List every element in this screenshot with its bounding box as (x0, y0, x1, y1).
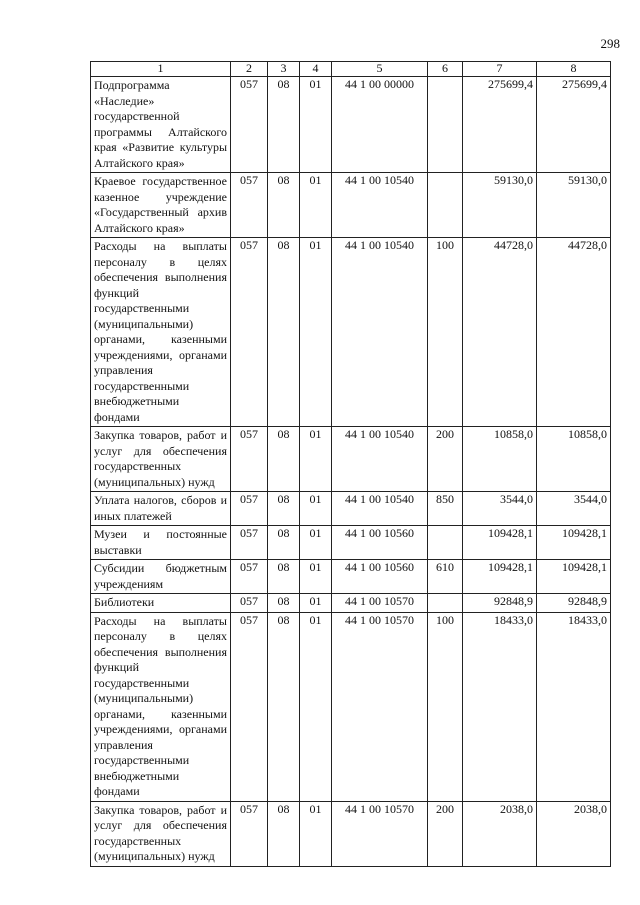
cell-amount-2: 109428,1 (537, 526, 611, 560)
cell-amount-2: 44728,0 (537, 238, 611, 427)
cell-target-article: 44 1 00 10560 (332, 560, 428, 594)
column-header: 6 (428, 62, 463, 77)
cell-target-article: 44 1 00 10570 (332, 612, 428, 801)
row-name: Закупка товаров, работ и услуг для обеспечения государственных (муниципальных) нужд (91, 427, 231, 492)
cell-expense-type (428, 526, 463, 560)
cell-amount-1: 2038,0 (463, 801, 537, 866)
table-row (91, 801, 611, 866)
cell-ministry: 057 (231, 492, 268, 526)
cell-section: 08 (268, 77, 300, 173)
cell-amount-1: 109428,1 (463, 526, 537, 560)
cell-amount-2: 275699,4 (537, 77, 611, 173)
table-row (91, 560, 611, 594)
table-row (91, 594, 611, 613)
cell-subsection: 01 (300, 560, 332, 594)
cell-expense-type: 200 (428, 801, 463, 866)
cell-amount-1: 275699,4 (463, 77, 537, 173)
row-name: Подпрограмма «Наследие» государственной программы Алтайского края «Развитие культуры Алтайского края» (91, 77, 231, 173)
cell-expense-type (428, 77, 463, 173)
cell-section: 08 (268, 801, 300, 866)
cell-ministry: 057 (231, 427, 268, 492)
cell-amount-1: 109428,1 (463, 560, 537, 594)
cell-target-article: 44 1 00 10540 (332, 492, 428, 526)
cell-subsection: 01 (300, 77, 332, 173)
cell-expense-type: 100 (428, 612, 463, 801)
cell-ministry: 057 (231, 560, 268, 594)
row-name: Расходы на выплаты персоналу в целях обеспечения выполнения функций государственными (муниципальными) органами, казенными учреждениями, органами управления государственными внебюджетными фондами (91, 612, 231, 801)
cell-amount-1: 3544,0 (463, 492, 537, 526)
cell-amount-1: 92848,9 (463, 594, 537, 613)
cell-amount-1: 18433,0 (463, 612, 537, 801)
cell-expense-type: 200 (428, 427, 463, 492)
cell-section: 08 (268, 560, 300, 594)
cell-section: 08 (268, 492, 300, 526)
cell-amount-1: 10858,0 (463, 427, 537, 492)
cell-amount-2: 59130,0 (537, 173, 611, 238)
cell-subsection: 01 (300, 612, 332, 801)
cell-ministry: 057 (231, 801, 268, 866)
row-name: Закупка товаров, работ и услуг для обеспечения государственных (муниципальных) нужд (91, 801, 231, 866)
page-number: 298 (600, 36, 620, 51)
cell-target-article: 44 1 00 10540 (332, 173, 428, 238)
cell-section: 08 (268, 526, 300, 560)
cell-ministry: 057 (231, 594, 268, 613)
cell-ministry: 057 (231, 526, 268, 560)
cell-expense-type: 850 (428, 492, 463, 526)
cell-target-article: 44 1 00 10570 (332, 594, 428, 613)
cell-expense-type: 100 (428, 238, 463, 427)
cell-subsection: 01 (300, 594, 332, 613)
cell-target-article: 44 1 00 00000 (332, 77, 428, 173)
cell-subsection: 01 (300, 173, 332, 238)
cell-expense-type (428, 173, 463, 238)
cell-amount-1: 59130,0 (463, 173, 537, 238)
cell-amount-2: 3544,0 (537, 492, 611, 526)
table-header-row (91, 62, 611, 77)
table-row (91, 173, 611, 238)
cell-amount-1: 44728,0 (463, 238, 537, 427)
cell-expense-type: 610 (428, 560, 463, 594)
cell-amount-2: 18433,0 (537, 612, 611, 801)
row-name: Библиотеки (91, 594, 231, 613)
cell-subsection: 01 (300, 427, 332, 492)
cell-section: 08 (268, 238, 300, 427)
table-row (91, 427, 611, 492)
table-row (91, 77, 611, 173)
table-row (91, 492, 611, 526)
column-header: 1 (91, 62, 231, 77)
cell-target-article: 44 1 00 10540 (332, 427, 428, 492)
row-name: Расходы на выплаты персоналу в целях обеспечения выполнения функций государственными (муниципальными) органами, казенными учреждениями, органами управления государственными внебюджетными фондами (91, 238, 231, 427)
column-header: 4 (300, 62, 332, 77)
budget-table (90, 61, 611, 867)
row-name: Краевое государственное казенное учреждение «Государственный архив Алтайского края» (91, 173, 231, 238)
cell-subsection: 01 (300, 492, 332, 526)
column-header: 5 (332, 62, 428, 77)
row-name: Субсидии бюджетным учреждениям (91, 560, 231, 594)
cell-ministry: 057 (231, 238, 268, 427)
cell-subsection: 01 (300, 238, 332, 427)
cell-amount-2: 109428,1 (537, 560, 611, 594)
column-header: 3 (268, 62, 300, 77)
table-row (91, 238, 611, 427)
cell-section: 08 (268, 594, 300, 613)
cell-amount-2: 2038,0 (537, 801, 611, 866)
row-name: Музеи и постоянные выставки (91, 526, 231, 560)
row-name: Уплата налогов, сборов и иных платежей (91, 492, 231, 526)
table-row (91, 526, 611, 560)
cell-amount-2: 92848,9 (537, 594, 611, 613)
cell-section: 08 (268, 612, 300, 801)
cell-section: 08 (268, 427, 300, 492)
cell-target-article: 44 1 00 10540 (332, 238, 428, 427)
cell-target-article: 44 1 00 10560 (332, 526, 428, 560)
column-header: 8 (537, 62, 611, 77)
cell-target-article: 44 1 00 10570 (332, 801, 428, 866)
column-header: 2 (231, 62, 268, 77)
cell-ministry: 057 (231, 173, 268, 238)
cell-expense-type (428, 594, 463, 613)
cell-ministry: 057 (231, 77, 268, 173)
cell-amount-2: 10858,0 (537, 427, 611, 492)
cell-subsection: 01 (300, 801, 332, 866)
cell-section: 08 (268, 173, 300, 238)
cell-subsection: 01 (300, 526, 332, 560)
column-header: 7 (463, 62, 537, 77)
table-row (91, 612, 611, 801)
cell-ministry: 057 (231, 612, 268, 801)
